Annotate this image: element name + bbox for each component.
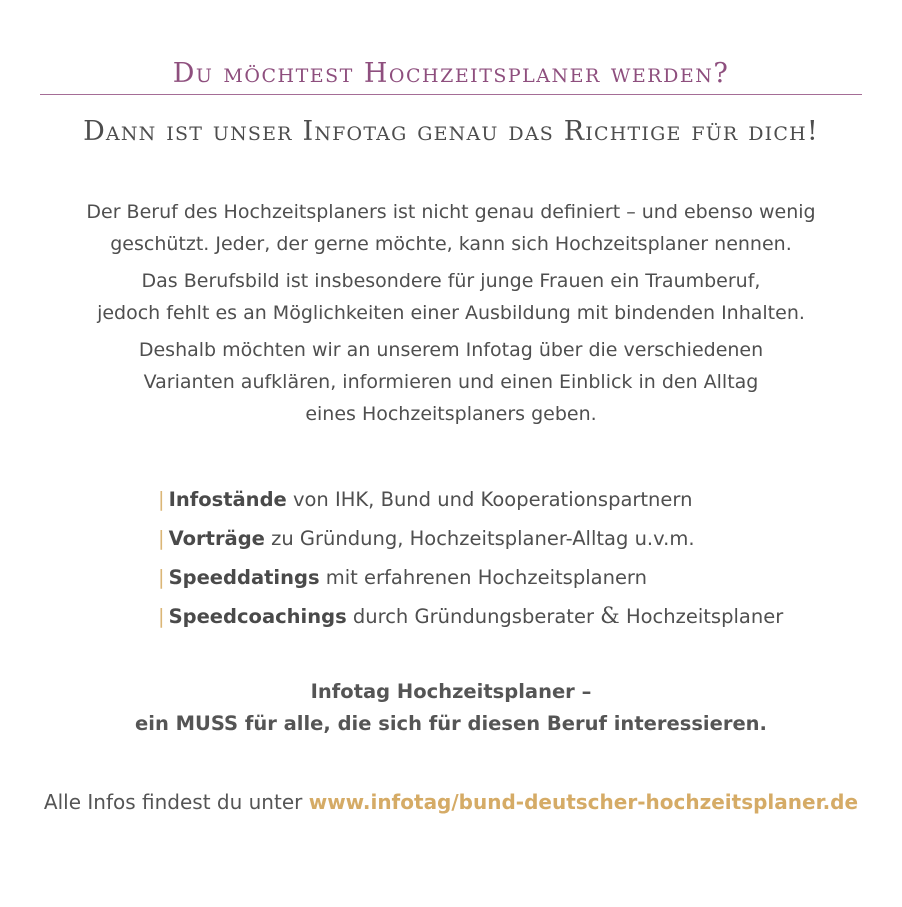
intro-line: jedoch fehlt es an Möglichkeiten einer Ausbildung mit bindenden Inhalten.: [97, 302, 805, 324]
intro-line: Das Berufsbild ist insbesondere für junge Frauen ein Traumberuf,: [141, 270, 761, 292]
closing-statement: [0, 676, 902, 740]
intro-paragraph-1: [0, 196, 902, 260]
feature-title: Speedcoachings: [168, 605, 347, 628]
headline-question: Du möchtest Hochzeitsplaner werden?: [172, 58, 730, 89]
feature-description: zu Gründung, Hochzeitsplaner-Alltag u.v.m.: [264, 527, 695, 550]
infotag-website-link[interactable]: www.infotag/bund-deutscher-hochzeitsplaner.de: [308, 790, 859, 814]
feature-title: Vorträge: [168, 527, 265, 550]
feature-bullet: |: [158, 527, 165, 550]
footer-prefix: Alle Infos findest du unter: [43, 790, 309, 814]
headline-answer: Dann ist unser Infotag genau das Richtige für dich!: [83, 116, 819, 147]
intro-paragraph-2: [0, 265, 902, 329]
feature-description: von IHK, Bund und Kooperationspartnern: [286, 488, 693, 511]
ampersand: &: [600, 604, 620, 629]
closing-line-1: Infotag Hochzeitsplaner –: [310, 680, 592, 703]
feature-item-speeddatings: [158, 558, 783, 597]
footer-info: [0, 786, 902, 818]
feature-bullet: |: [158, 566, 165, 589]
intro-line: Deshalb möchten wir an unserem Infotag über die verschiedenen: [138, 339, 764, 361]
feature-bullet: |: [158, 488, 165, 511]
feature-description: mit erfahrenen Hochzeitsplanern: [319, 566, 647, 589]
feature-description-end: Hochzeitsplaner: [619, 605, 784, 628]
feature-item-infostaende: [158, 480, 783, 519]
feature-description: durch Gründungsberater: [346, 605, 601, 628]
intro-line: geschützt. Jeder, der gerne möchte, kann sich Hochzeitsplaner nennen.: [110, 233, 792, 255]
closing-line-2: ein MUSS für alle, die sich für diesen Beruf interessieren.: [135, 712, 767, 735]
feature-item-vortraege: [158, 519, 783, 558]
intro-text: [0, 196, 902, 430]
intro-line: eines Hochzeitsplaners geben.: [305, 403, 597, 425]
feature-title: Speeddatings: [168, 566, 320, 589]
intro-line: Der Beruf des Hochzeitsplaners ist nicht genau definiert – und ebenso wenig: [86, 201, 816, 223]
feature-bullet: |: [158, 605, 165, 628]
intro-line: Varianten aufklären, informieren und einen Einblick in den Alltag: [143, 371, 759, 393]
headline-divider: [40, 94, 862, 95]
feature-title: Infostände: [168, 488, 287, 511]
feature-list: [158, 480, 783, 636]
feature-item-speedcoachings: [158, 597, 783, 636]
intro-paragraph-3: [0, 334, 902, 430]
